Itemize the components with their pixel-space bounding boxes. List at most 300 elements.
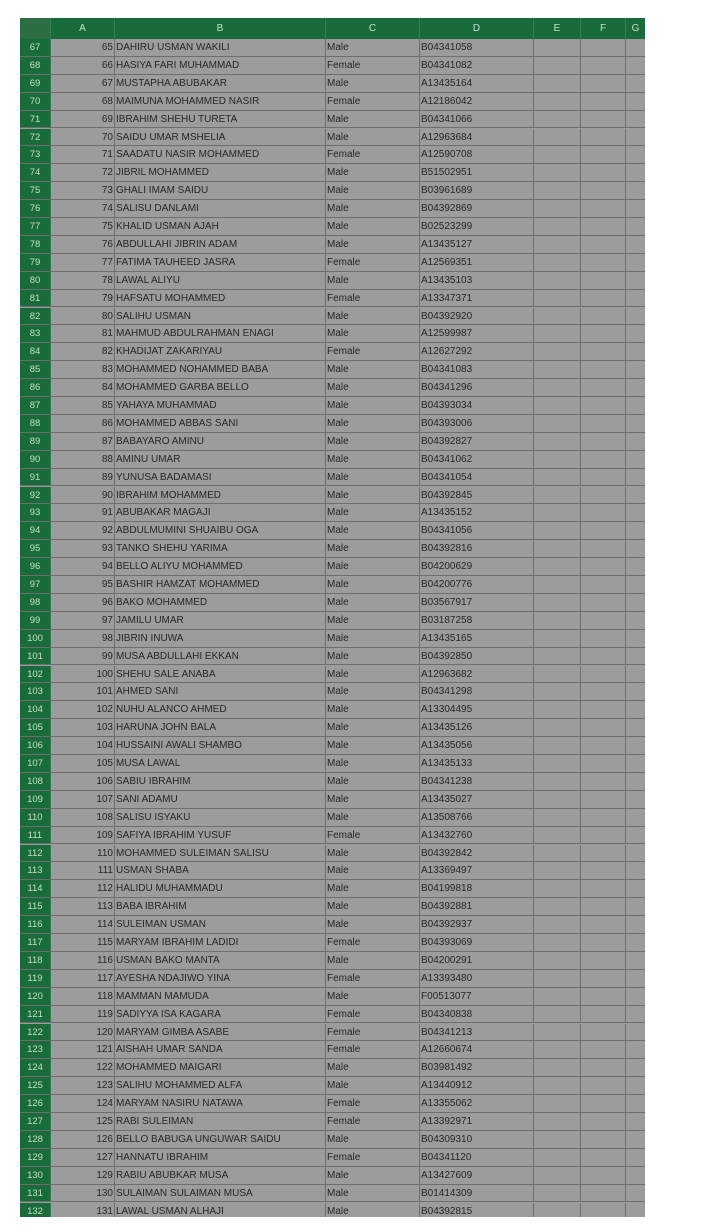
cell-b[interactable]: LAWAL USMAN ALHAJI [115,1203,326,1218]
cell-e[interactable] [534,1041,581,1058]
cell-f[interactable] [581,719,626,736]
cell-c[interactable]: Male [326,1167,420,1184]
cell-e[interactable] [534,522,581,539]
cell-a[interactable]: 65 [51,39,115,56]
row-number[interactable]: 122 [20,1024,51,1041]
row-number[interactable]: 73 [20,146,51,163]
row-number[interactable]: 115 [20,898,51,915]
cell-g[interactable] [626,1131,645,1148]
row-number[interactable]: 98 [20,594,51,611]
row-number[interactable]: 70 [20,93,51,110]
cell-c[interactable]: Male [326,630,420,647]
cell-b[interactable]: BABAYARO AMINU [115,433,326,450]
cell-f[interactable] [581,111,626,128]
cell-g[interactable] [626,1095,645,1112]
cell-d[interactable]: B04392869 [420,200,534,217]
cell-e[interactable] [534,164,581,181]
cell-g[interactable] [626,129,645,146]
cell-c[interactable]: Male [326,1185,420,1202]
cell-c[interactable]: Male [326,182,420,199]
cell-f[interactable] [581,898,626,915]
cell-b[interactable]: SALIHU MOHAMMED ALFA [115,1077,326,1094]
cell-f[interactable] [581,343,626,360]
cell-g[interactable] [626,988,645,1005]
cell-a[interactable]: 103 [51,719,115,736]
cell-e[interactable] [534,254,581,271]
cell-b[interactable]: DAHIRU USMAN WAKILI [115,39,326,56]
cell-f[interactable] [581,433,626,450]
cell-c[interactable]: Male [326,880,420,897]
cell-e[interactable] [534,862,581,879]
cell-f[interactable] [581,648,626,665]
cell-g[interactable] [626,504,645,521]
cell-c[interactable]: Female [326,827,420,844]
cell-g[interactable] [626,487,645,504]
cell-a[interactable]: 91 [51,504,115,521]
cell-g[interactable] [626,1113,645,1130]
cell-f[interactable] [581,827,626,844]
cell-a[interactable]: 70 [51,129,115,146]
cell-e[interactable] [534,666,581,683]
row-number[interactable]: 121 [20,1006,51,1023]
cell-f[interactable] [581,75,626,92]
cell-c[interactable]: Female [326,1095,420,1112]
cell-f[interactable] [581,146,626,163]
cell-c[interactable]: Male [326,755,420,772]
cell-a[interactable]: 120 [51,1024,115,1041]
cell-g[interactable] [626,236,645,253]
cell-d[interactable]: A12186042 [420,93,534,110]
cell-c[interactable]: Male [326,325,420,342]
cell-d[interactable]: B03187258 [420,612,534,629]
cell-a[interactable]: 101 [51,683,115,700]
cell-a[interactable]: 97 [51,612,115,629]
row-number[interactable]: 83 [20,325,51,342]
cell-e[interactable] [534,683,581,700]
cell-c[interactable]: Male [326,469,420,486]
row-number[interactable]: 117 [20,934,51,951]
cell-g[interactable] [626,200,645,217]
cell-b[interactable]: HARUNA JOHN BALA [115,719,326,736]
cell-a[interactable]: 71 [51,146,115,163]
cell-f[interactable] [581,522,626,539]
cell-f[interactable] [581,236,626,253]
cell-f[interactable] [581,254,626,271]
cell-g[interactable] [626,343,645,360]
cell-d[interactable]: B04341054 [420,469,534,486]
cell-g[interactable] [626,379,645,396]
cell-d[interactable]: B04392845 [420,487,534,504]
cell-d[interactable]: B04341082 [420,57,534,74]
row-number[interactable]: 101 [20,648,51,665]
column-header-c[interactable]: C [326,18,420,39]
cell-b[interactable]: JIBRIL MOHAMMED [115,164,326,181]
cell-c[interactable]: Female [326,934,420,951]
cell-a[interactable]: 124 [51,1095,115,1112]
cell-f[interactable] [581,791,626,808]
cell-e[interactable] [534,558,581,575]
cell-a[interactable]: 74 [51,200,115,217]
row-number[interactable]: 87 [20,397,51,414]
cell-c[interactable]: Male [326,397,420,414]
cell-f[interactable] [581,93,626,110]
cell-e[interactable] [534,272,581,289]
cell-a[interactable]: 88 [51,451,115,468]
cell-b[interactable]: AMINU UMAR [115,451,326,468]
cell-d[interactable]: B04341066 [420,111,534,128]
column-header-b[interactable]: B [115,18,326,39]
cell-g[interactable] [626,934,645,951]
cell-e[interactable] [534,487,581,504]
cell-d[interactable]: A13427609 [420,1167,534,1184]
cell-f[interactable] [581,630,626,647]
cell-d[interactable]: A13435027 [420,791,534,808]
cell-d[interactable]: A13440912 [420,1077,534,1094]
cell-d[interactable]: B04341062 [420,451,534,468]
cell-g[interactable] [626,415,645,432]
cell-a[interactable]: 131 [51,1203,115,1218]
row-number[interactable]: 67 [20,39,51,56]
row-number[interactable]: 102 [20,666,51,683]
cell-f[interactable] [581,952,626,969]
cell-a[interactable]: 123 [51,1077,115,1094]
cell-f[interactable] [581,272,626,289]
row-number[interactable]: 82 [20,308,51,325]
cell-c[interactable]: Male [326,719,420,736]
cell-e[interactable] [534,916,581,933]
cell-c[interactable]: Male [326,683,420,700]
row-number[interactable]: 119 [20,970,51,987]
cell-b[interactable]: IBRAHIM MOHAMMED [115,487,326,504]
row-number[interactable]: 71 [20,111,51,128]
row-number[interactable]: 125 [20,1077,51,1094]
cell-e[interactable] [534,415,581,432]
cell-c[interactable]: Male [326,558,420,575]
cell-b[interactable]: MAHMUD ABDULRAHMAN ENAGI [115,325,326,342]
cell-f[interactable] [581,1006,626,1023]
cell-d[interactable]: A12660674 [420,1041,534,1058]
cell-d[interactable]: B04392842 [420,845,534,862]
cell-e[interactable] [534,880,581,897]
cell-g[interactable] [626,1041,645,1058]
cell-d[interactable]: B04393006 [420,415,534,432]
row-number[interactable]: 108 [20,773,51,790]
cell-b[interactable]: MUSA LAWAL [115,755,326,772]
row-number[interactable]: 111 [20,827,51,844]
row-number[interactable]: 97 [20,576,51,593]
cell-g[interactable] [626,576,645,593]
cell-d[interactable]: A13369497 [420,862,534,879]
cell-b[interactable]: TANKO SHEHU YARIMA [115,540,326,557]
cell-e[interactable] [534,809,581,826]
cell-g[interactable] [626,970,645,987]
cell-b[interactable]: JIBRIN INUWA [115,630,326,647]
row-number[interactable]: 78 [20,236,51,253]
cell-g[interactable] [626,433,645,450]
cell-g[interactable] [626,540,645,557]
cell-e[interactable] [534,290,581,307]
cell-e[interactable] [534,1024,581,1041]
row-number[interactable]: 74 [20,164,51,181]
cell-g[interactable] [626,898,645,915]
cell-c[interactable]: Male [326,773,420,790]
cell-e[interactable] [534,952,581,969]
cell-b[interactable]: HAFSATU MOHAMMED [115,290,326,307]
cell-b[interactable]: SABIU IBRAHIM [115,773,326,790]
cell-g[interactable] [626,1185,645,1202]
cell-g[interactable] [626,218,645,235]
cell-g[interactable] [626,737,645,754]
row-number[interactable]: 109 [20,791,51,808]
cell-c[interactable]: Male [326,898,420,915]
cell-c[interactable]: Male [326,39,420,56]
cell-e[interactable] [534,75,581,92]
cell-b[interactable]: HASIYA FARI MUHAMMAD [115,57,326,74]
cell-g[interactable] [626,666,645,683]
row-number[interactable]: 103 [20,683,51,700]
cell-f[interactable] [581,612,626,629]
cell-b[interactable]: AYESHA NDAJIWO YINA [115,970,326,987]
cell-b[interactable]: ABUBAKAR MAGAJI [115,504,326,521]
cell-g[interactable] [626,845,645,862]
cell-d[interactable]: B01414309 [420,1185,534,1202]
cell-b[interactable]: SULAIMAN SULAIMAN MUSA [115,1185,326,1202]
cell-b[interactable]: BELLO ALIYU MOHAMMED [115,558,326,575]
cell-d[interactable]: A12963684 [420,129,534,146]
cell-a[interactable]: 99 [51,648,115,665]
cell-d[interactable]: B04392816 [420,540,534,557]
cell-a[interactable]: 118 [51,988,115,1005]
row-number[interactable]: 68 [20,57,51,74]
cell-d[interactable]: B04200291 [420,952,534,969]
cell-e[interactable] [534,934,581,951]
cell-a[interactable]: 106 [51,773,115,790]
cell-f[interactable] [581,1167,626,1184]
cell-f[interactable] [581,487,626,504]
cell-e[interactable] [534,1095,581,1112]
cell-e[interactable] [534,898,581,915]
row-number[interactable]: 130 [20,1167,51,1184]
cell-b[interactable]: MARYAM NASIRU NATAWA [115,1095,326,1112]
cell-a[interactable]: 78 [51,272,115,289]
cell-d[interactable]: B04392920 [420,308,534,325]
cell-e[interactable] [534,612,581,629]
cell-c[interactable]: Male [326,845,420,862]
cell-d[interactable]: B04340838 [420,1006,534,1023]
cell-g[interactable] [626,1006,645,1023]
cell-f[interactable] [581,39,626,56]
cell-a[interactable]: 75 [51,218,115,235]
row-number[interactable]: 79 [20,254,51,271]
cell-f[interactable] [581,1041,626,1058]
cell-a[interactable]: 92 [51,522,115,539]
cell-d[interactable]: A13435126 [420,719,534,736]
cell-g[interactable] [626,1059,645,1076]
cell-b[interactable]: MOHAMMED NOHAMMED BABA [115,361,326,378]
cell-e[interactable] [534,361,581,378]
cell-g[interactable] [626,773,645,790]
cell-e[interactable] [534,701,581,718]
cell-c[interactable]: Male [326,433,420,450]
cell-d[interactable]: B04341213 [420,1024,534,1041]
cell-e[interactable] [534,379,581,396]
cell-c[interactable]: Male [326,1059,420,1076]
row-number[interactable]: 81 [20,290,51,307]
cell-e[interactable] [534,308,581,325]
cell-a[interactable]: 115 [51,934,115,951]
cell-a[interactable]: 85 [51,397,115,414]
cell-a[interactable]: 119 [51,1006,115,1023]
cell-d[interactable]: A13393480 [420,970,534,987]
cell-d[interactable]: B03961689 [420,182,534,199]
cell-c[interactable]: Male [326,218,420,235]
cell-a[interactable]: 116 [51,952,115,969]
cell-d[interactable]: A12963682 [420,666,534,683]
cell-d[interactable]: B04200776 [420,576,534,593]
cell-g[interactable] [626,522,645,539]
cell-g[interactable] [626,916,645,933]
cell-c[interactable]: Male [326,487,420,504]
cell-g[interactable] [626,809,645,826]
cell-e[interactable] [534,1077,581,1094]
cell-g[interactable] [626,361,645,378]
cell-c[interactable]: Male [326,791,420,808]
cell-f[interactable] [581,540,626,557]
cell-c[interactable]: Female [326,57,420,74]
cell-e[interactable] [534,129,581,146]
cell-c[interactable]: Male [326,361,420,378]
cell-b[interactable]: ABDULMUMINI SHUAIBU OGA [115,522,326,539]
row-number[interactable]: 123 [20,1041,51,1058]
cell-b[interactable]: GHALI IMAM SAIDU [115,182,326,199]
cell-a[interactable]: 127 [51,1149,115,1166]
cell-a[interactable]: 126 [51,1131,115,1148]
cell-e[interactable] [534,1131,581,1148]
row-number[interactable]: 84 [20,343,51,360]
row-number[interactable]: 72 [20,129,51,146]
cell-e[interactable] [534,325,581,342]
cell-d[interactable]: A13392971 [420,1113,534,1130]
cell-c[interactable]: Male [326,701,420,718]
cell-d[interactable]: B04393069 [420,934,534,951]
row-number[interactable]: 94 [20,522,51,539]
cell-f[interactable] [581,129,626,146]
cell-b[interactable]: SALIHU USMAN [115,308,326,325]
cell-g[interactable] [626,451,645,468]
cell-f[interactable] [581,308,626,325]
row-number[interactable]: 96 [20,558,51,575]
row-number[interactable]: 131 [20,1185,51,1202]
cell-b[interactable]: SANI ADAMU [115,791,326,808]
cell-a[interactable]: 102 [51,701,115,718]
cell-b[interactable]: RABIU ABUBKAR MUSA [115,1167,326,1184]
cell-b[interactable]: SAADATU NASIR MOHAMMED [115,146,326,163]
cell-d[interactable]: B04341298 [420,683,534,700]
cell-e[interactable] [534,576,581,593]
cell-e[interactable] [534,236,581,253]
cell-a[interactable]: 130 [51,1185,115,1202]
cell-f[interactable] [581,1185,626,1202]
cell-g[interactable] [626,325,645,342]
row-number[interactable]: 77 [20,218,51,235]
cell-d[interactable]: A13432760 [420,827,534,844]
cell-d[interactable]: B03981492 [420,1059,534,1076]
cell-b[interactable]: SADIYYA ISA KAGARA [115,1006,326,1023]
cell-f[interactable] [581,1024,626,1041]
cell-e[interactable] [534,504,581,521]
cell-a[interactable]: 76 [51,236,115,253]
cell-f[interactable] [581,1059,626,1076]
cell-a[interactable]: 83 [51,361,115,378]
cell-b[interactable]: USMAN BAKO MANTA [115,952,326,969]
cell-c[interactable]: Male [326,272,420,289]
cell-f[interactable] [581,773,626,790]
cell-f[interactable] [581,970,626,987]
cell-g[interactable] [626,862,645,879]
cell-b[interactable]: USMAN SHABA [115,862,326,879]
cell-d[interactable]: B04309310 [420,1131,534,1148]
cell-e[interactable] [534,111,581,128]
cell-a[interactable]: 81 [51,325,115,342]
cell-a[interactable]: 117 [51,970,115,987]
cell-e[interactable] [534,648,581,665]
cell-g[interactable] [626,1203,645,1218]
cell-d[interactable]: A12569351 [420,254,534,271]
row-number[interactable]: 89 [20,433,51,450]
cell-g[interactable] [626,594,645,611]
cell-c[interactable]: Male [326,576,420,593]
row-number[interactable]: 99 [20,612,51,629]
row-number[interactable]: 75 [20,182,51,199]
row-number[interactable]: 88 [20,415,51,432]
column-header-d[interactable]: D [420,18,534,39]
row-number[interactable]: 126 [20,1095,51,1112]
cell-b[interactable]: BASHIR HAMZAT MOHAMMED [115,576,326,593]
cell-d[interactable]: B04392827 [420,433,534,450]
row-number[interactable]: 129 [20,1149,51,1166]
cell-c[interactable]: Female [326,93,420,110]
cell-c[interactable]: Male [326,111,420,128]
cell-a[interactable]: 79 [51,290,115,307]
cell-g[interactable] [626,880,645,897]
cell-e[interactable] [534,1059,581,1076]
cell-e[interactable] [534,1167,581,1184]
cell-c[interactable]: Male [326,594,420,611]
spreadsheet[interactable] [20,18,645,1217]
cell-g[interactable] [626,290,645,307]
cell-f[interactable] [581,290,626,307]
cell-f[interactable] [581,469,626,486]
cell-a[interactable]: 72 [51,164,115,181]
cell-c[interactable]: Male [326,612,420,629]
cell-e[interactable] [534,970,581,987]
cell-d[interactable]: A13347371 [420,290,534,307]
cell-c[interactable]: Male [326,75,420,92]
row-number[interactable]: 69 [20,75,51,92]
row-number[interactable]: 90 [20,451,51,468]
cell-a[interactable]: 69 [51,111,115,128]
cell-a[interactable]: 107 [51,791,115,808]
cell-a[interactable]: 113 [51,898,115,915]
row-number[interactable]: 113 [20,862,51,879]
cell-b[interactable]: AISHAH UMAR SANDA [115,1041,326,1058]
cell-f[interactable] [581,594,626,611]
row-number[interactable]: 112 [20,845,51,862]
cell-g[interactable] [626,164,645,181]
cell-d[interactable]: A12627292 [420,343,534,360]
cell-c[interactable]: Male [326,504,420,521]
cell-f[interactable] [581,218,626,235]
